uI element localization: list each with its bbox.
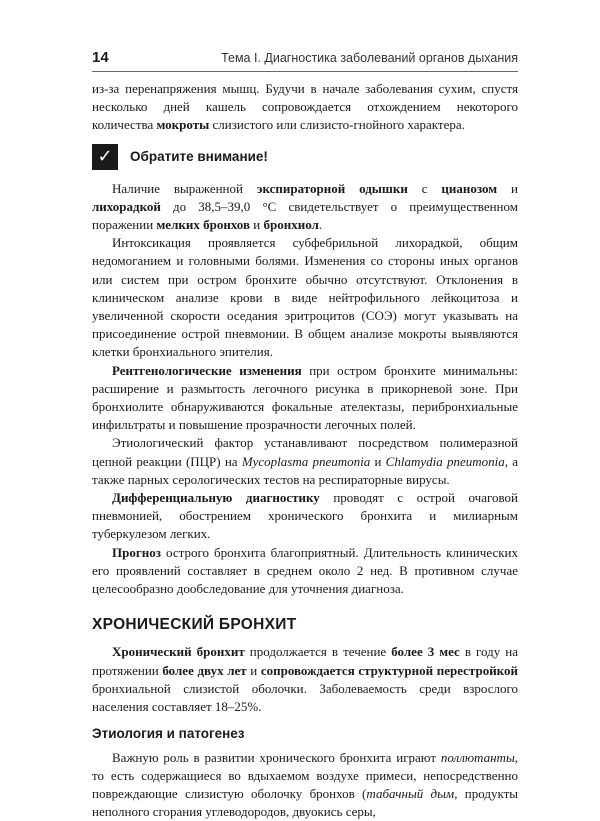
paragraph-differential: Дифференциальную диагностику проводят с острой очаговой пневмонией, обострением хронического бронхита и милиарным туберкулезом легких. xyxy=(92,489,518,544)
running-header xyxy=(92,49,518,69)
paragraph-etiology-pcr: Этиологический фактор устанавливают посредством полимеразной цепной реакции (ПЦР) на Mycoplasma pneumonia и Chlamydia pneumonia, а также парных серологических тестов на респираторные вирусы. xyxy=(92,434,518,489)
paragraph-expiratory-dyspnea: Наличие выраженной экспираторной одышки с цианозом и лихорадкой до 38,5–39,0 °С свидетельствует о преимущественном поражении мелких бронхов и бронхиол. xyxy=(92,180,518,235)
attention-callout xyxy=(92,144,518,170)
page-body xyxy=(92,80,518,821)
running-title: Тема I. Диагностика заболеваний органов дыхания xyxy=(221,51,518,65)
subsection-heading: Этиология и патогенез xyxy=(92,725,518,743)
paragraph-prognosis: Прогноз острого бронхита благоприятный. Длительность клинических его проявлений составляет в среднем около 2 нед. В противном случае целесообразно дообследование для уточнения диагноза. xyxy=(92,544,518,599)
paragraph-pollutants: Важную роль в развитии хронического бронхита играют поллютанты, то есть содержащиеся во вдыхаемом воздухе примеси, непосредственно повреждающие слизистую оболочку бронхов (табачный дым, продукты неполного сгорания углеводородов, двуокись серы, xyxy=(92,749,518,821)
checkmark-icon: ✓ xyxy=(92,144,118,170)
paragraph-intoxication: Интоксикация проявляется субфебрильной лихорадкой, общим недомоганием и головными болями. Изменения со стороны иных органов или систем при остром бронхите обычно отсутствуют. Отклонения в клиническом анализе крови в виде нейтрофильного лейкоцитоза и увеличенной скорости оседания эритроцитов (СОЭ) могут указывать на присоединение острой пневмонии. В общем анализе мокроты выявляются клетки бронхиального эпителия. xyxy=(92,234,518,361)
paragraph-cough: из-за перенапряжения мышц. Будучи в начале заболевания сухим, спустя несколько дней кашель сопровождается отхождением некоторого количества мокроты слизистого или слизисто-гнойного характера. xyxy=(92,80,518,135)
page-number: 14 xyxy=(92,49,109,66)
header-rule xyxy=(92,71,518,72)
paragraph-xray: Рентгенологические изменения при остром бронхите минимальны: расширение и размытость легочного рисунка в прикорневой зоне. При бронхиолите обнаруживаются фокальные ателектазы, перибронхиальные инфильтраты и повышение прозрачности легочных полей. xyxy=(92,362,518,435)
attention-label: Обратите внимание! xyxy=(130,148,268,166)
section-heading: ХРОНИЧЕСКИЙ БРОНХИТ xyxy=(92,616,518,634)
paragraph-chronic-definition: Хронический бронхит продолжается в течение более 3 мес в году на протяжении более двух лет и сопровождается структурной перестройкой бронхиальной слизистой оболочки. Заболеваемость среди взрослого населения составляет 18–25%. xyxy=(92,643,518,716)
